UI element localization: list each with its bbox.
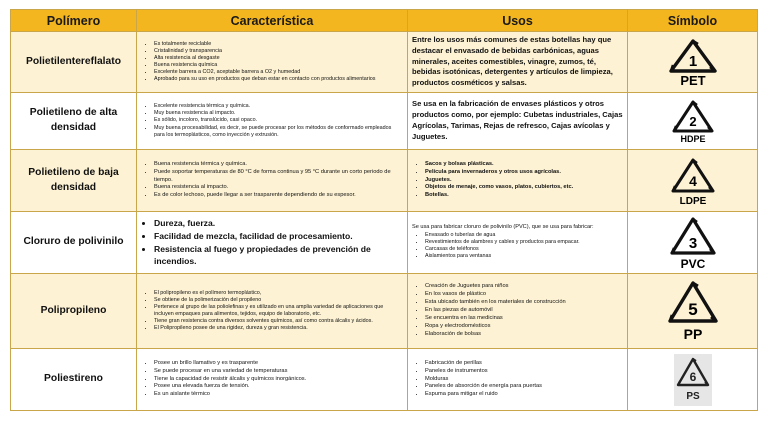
recycle-pet-icon	[665, 37, 721, 87]
recycle-ldpe-icon	[668, 155, 718, 207]
list-item: • Posee una elevada fuerza de tensión.	[154, 383, 403, 391]
header-caracteristica: Característica	[137, 10, 408, 32]
symbol-number: 5	[687, 300, 698, 319]
characteristics-list	[141, 360, 403, 400]
characteristics-cell	[137, 349, 408, 411]
list-item: • Paneles de absorción de energía para puertas	[425, 383, 623, 391]
characteristics-list	[141, 217, 403, 269]
polymer-name: Polietilentereflalato	[11, 32, 137, 93]
polymer-name: Polietileno de baja densidad	[11, 150, 137, 212]
symbol-label: PS	[685, 390, 700, 402]
uses-cell	[408, 32, 628, 93]
uses-text: Se usa en la fabricación de envases plásticos y otros productos como, por ejemplo: Cubetas industriales, Cajas Agrícolas, Tarimas, Rejas de refresco, Cajas avícolas y Juguetes.	[412, 99, 623, 141]
characteristics-list	[141, 103, 403, 139]
polymer-name: Polipropileno	[11, 274, 137, 349]
symbol-cell	[628, 212, 758, 274]
list-item: • Es totalmente reciclable	[154, 41, 403, 48]
recycle-pp-icon	[666, 279, 720, 343]
list-item: • En los vasos de plástico	[425, 291, 623, 299]
polymer-name: Cloruro de polivinilo	[11, 212, 137, 274]
symbol-number: 6	[689, 369, 696, 384]
list-item: • Creación de Juguetes para niños	[425, 283, 623, 291]
list-item: • Buena resistencia al impacto.	[154, 184, 403, 192]
list-item: • Envasado o tuberías de agua	[425, 232, 623, 239]
header-polimero: Polímero	[11, 10, 137, 32]
row-pvc	[11, 212, 758, 274]
list-item: • Molduras	[425, 376, 623, 384]
list-item: • Carcasas de teléfonos	[425, 246, 623, 253]
list-item: • Es de color lechoso, puede llegar a ser trasparente dependiendo de su espesor.	[154, 192, 403, 200]
list-item: • Dureza, fuerza.	[154, 217, 403, 230]
list-item: • Se encuentra en las medicinas	[425, 315, 623, 323]
symbol-number: 2	[688, 114, 697, 129]
symbol-cell	[628, 150, 758, 212]
uses-list	[412, 232, 623, 261]
symbol-label: PET	[679, 73, 706, 87]
symbol-cell	[628, 349, 758, 411]
uses-list	[412, 283, 623, 339]
list-item: • Fabricación de perillas	[425, 360, 623, 368]
list-item: • En las piezas de automóvil	[425, 307, 623, 315]
characteristics-list	[141, 290, 403, 333]
polymer-table	[10, 9, 758, 411]
symbol-cell	[628, 32, 758, 93]
characteristics-list	[141, 161, 403, 201]
characteristics-cell	[137, 274, 408, 349]
list-item: • Tiene la capacidad de resistir álcalis y químicos inorgánicos.	[154, 376, 403, 384]
characteristics-list	[141, 41, 403, 84]
symbol-number: 1	[688, 53, 697, 70]
row-pp	[11, 274, 758, 349]
row-ps	[11, 349, 758, 411]
symbol-label: PP	[683, 326, 702, 342]
list-item: • Película para invernaderos y otros usos agrícolas.	[425, 169, 623, 177]
uses-cell	[408, 349, 628, 411]
list-item: • Tiene gran resistencia contra diversos solventes químicos, así como contra álcalis y ácidos.	[154, 318, 403, 325]
list-item: • Muy buena resistencia al impacto.	[154, 110, 403, 117]
row-ldpe	[11, 150, 758, 212]
list-item: • Posee un brillo llamativo y es trasparente	[154, 360, 403, 368]
symbol-cell	[628, 274, 758, 349]
list-item: • Paneles de instrumentos	[425, 368, 623, 376]
list-item: • Botellas.	[425, 192, 623, 200]
uses-cell	[408, 93, 628, 150]
list-item: • Puede soportar temperaturas de 80 °C de forma continua y 95 °C durante un corto periodo de tiempo.	[154, 169, 403, 185]
uses-cell	[408, 212, 628, 274]
list-item: • Juguetes.	[425, 177, 623, 185]
polymer-name: Poliestireno	[11, 349, 137, 411]
characteristics-cell	[137, 93, 408, 150]
uses-list	[412, 360, 623, 400]
symbol-cell	[628, 93, 758, 150]
uses-text: Entre los usos más comunes de estas botellas hay que destacar el envasado de bebidas carbónicas, aguas minerales, aceites comestibles, vinagre, zumos, té, bebidas isotónicas, detergentes y artículos de limpieza, productos cosméticos y salsas.	[412, 35, 613, 88]
header-row	[11, 10, 758, 32]
list-item: • Esta ubicado también en los materiales de construcción	[425, 299, 623, 307]
list-item: • Aprobado para su uso en productos que deban estar en contacto con productos alimentarios	[154, 76, 403, 83]
list-item: • Excelente resistencia térmica y química.	[154, 103, 403, 110]
list-item: • Aislamientos para ventanas	[425, 253, 623, 260]
row-pet	[11, 32, 758, 93]
symbol-label: HDPE	[679, 134, 706, 144]
list-item: • Pertenece al grupo de las poliolefinas y es utilizado en una amplia variedad de aplicaciones que incluyen empaques para alimentos, tejidos, equipo de laboratorio, etc.	[154, 304, 403, 318]
list-item: • Es sólido, incoloro, translúcido, casi opaco.	[154, 117, 403, 124]
list-item: • Sacos y bolsas plásticas.	[425, 161, 623, 169]
header-simbolo: Símbolo	[628, 10, 758, 32]
list-item: • Ropa y electrodomésticos	[425, 323, 623, 331]
list-item: • Buena resistencia térmica y química.	[154, 161, 403, 169]
uses-intro: Se usa para fabricar cloruro de polivinilo (PVC), que se usa para fabricar:	[412, 224, 594, 231]
symbol-label: PVC	[680, 256, 705, 271]
symbol-number: 4	[688, 172, 697, 189]
recycle-ps-icon	[673, 353, 713, 407]
row-hdpe	[11, 93, 758, 150]
list-item: • Revestimientos de alambres y cables y productos para empacar.	[425, 239, 623, 246]
uses-cell	[408, 274, 628, 349]
list-item: • Se puede procesar en una variedad de temperaturas	[154, 368, 403, 376]
characteristics-cell	[137, 150, 408, 212]
list-item: • Espuma para mitigar el ruido	[425, 391, 623, 399]
header-usos: Usos	[408, 10, 628, 32]
list-item: • Alta resistencia al desgaste	[154, 55, 403, 62]
uses-list	[412, 161, 623, 201]
list-item: • El Polipropileno posee de una rigidez, dureza y gran resistencia.	[154, 325, 403, 332]
list-item: • El polipropileno es el polímero termoplástico,	[154, 290, 403, 297]
list-item: • Resistencia al fuego y propiedades de prevención de incendios.	[154, 243, 403, 269]
uses-cell	[408, 150, 628, 212]
recycle-pvc-icon	[667, 215, 719, 271]
list-item: • Buena resistencia química	[154, 62, 403, 69]
list-item: • Facilidad de mezcla, facilidad de procesamiento.	[154, 230, 403, 243]
list-item: • Se obtiene de la polimerización del propileno	[154, 297, 403, 304]
recycle-hdpe-icon	[668, 97, 718, 145]
list-item: • Cristalinidad y transparencia	[154, 48, 403, 55]
list-item: • Excelente barrera a CO2, aceptable barrera a O2 y humedad	[154, 69, 403, 76]
list-item: • Muy buena procesabilidad, es decir, se puede procesar por los métodos de conformado empleados para los termoplásticos, como inyección y extrusión.	[154, 125, 403, 139]
symbol-label: LDPE	[679, 195, 706, 207]
list-item: • Objetos de menaje, como vasos, platos, cubiertos, etc.	[425, 184, 623, 192]
polymer-name: Polietileno de alta densidad	[11, 93, 137, 150]
list-item: • Es un aislante térmico	[154, 391, 403, 399]
characteristics-cell	[137, 32, 408, 93]
list-item: • Elaboración de bolsas	[425, 331, 623, 339]
symbol-number: 3	[688, 234, 697, 252]
characteristics-cell	[137, 212, 408, 274]
